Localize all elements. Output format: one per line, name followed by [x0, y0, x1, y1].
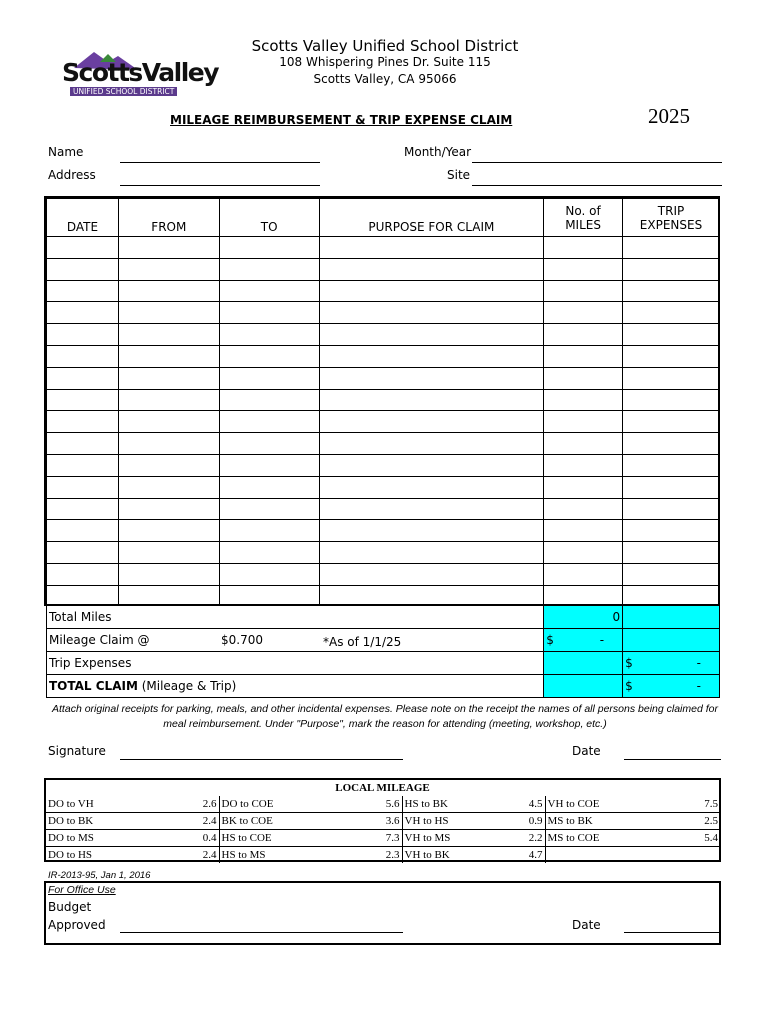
claim-cell-to[interactable]: [219, 345, 319, 367]
claim-cell-miles[interactable]: [544, 433, 623, 455]
claim-row: [47, 498, 720, 520]
mileage-value: -: [599, 633, 605, 647]
col-trip-line2: EXPENSES: [639, 217, 703, 232]
claim-cell-trip-expenses[interactable]: [623, 324, 720, 346]
claim-cell-to[interactable]: [219, 542, 319, 564]
form-id: IR-2013-95, Jan 1, 2016: [48, 870, 151, 881]
route-label: HS to MS: [219, 847, 359, 864]
claim-cell-trip-expenses[interactable]: [623, 411, 720, 433]
claim-cell-miles[interactable]: [544, 389, 623, 411]
office-use-label: For Office Use: [48, 884, 116, 896]
claim-cell-date[interactable]: [47, 237, 119, 259]
claim-cell-miles[interactable]: [544, 345, 623, 367]
total-claim-label: [47, 675, 544, 698]
claim-row: [47, 237, 720, 259]
claim-cell-to[interactable]: [219, 389, 319, 411]
claim-cell-trip-expenses[interactable]: [623, 563, 720, 585]
claim-cell-trip-expenses[interactable]: [623, 280, 720, 302]
claim-row: [47, 433, 720, 455]
claim-cell-from[interactable]: [118, 520, 219, 542]
route-miles: 7.5: [675, 796, 720, 813]
claim-row: [47, 563, 720, 585]
mileage-claim-row: [47, 629, 544, 652]
claim-cell-date[interactable]: [47, 520, 119, 542]
total-miles-blank: [544, 675, 623, 698]
date-label: Date: [572, 744, 601, 758]
claim-cell-to[interactable]: [219, 324, 319, 346]
claim-cell-miles[interactable]: [544, 563, 623, 585]
route-label: HS to BK: [402, 796, 502, 813]
col-trip-line1: TRIP: [657, 203, 685, 218]
claim-row: [47, 367, 720, 389]
district-address-2: Scotts Valley, CA 95066: [313, 72, 457, 86]
name-label: Name: [48, 145, 84, 159]
claim-cell-miles[interactable]: [544, 411, 623, 433]
claim-cell-miles[interactable]: [544, 237, 623, 259]
logo-subtext: UNIFIED SCHOOL DISTRICT: [70, 87, 177, 96]
trip-expenses-label: Trip Expenses: [47, 652, 544, 675]
receipt-note: Attach original receipts for parking, meals, and other incidental expenses. Please note on the receipt the names of all persons being claimed for meal reimbursement. Under "Purpose", mark the reason for attending (meeting, workshop, etc.): [52, 703, 718, 730]
trip-value: -: [696, 656, 701, 670]
claim-cell-date[interactable]: [47, 389, 119, 411]
claim-cell-trip-expenses[interactable]: [623, 454, 720, 476]
route-miles: 2.4: [176, 813, 219, 830]
claim-cell-purpose[interactable]: [319, 520, 544, 542]
claim-cell-date[interactable]: [47, 454, 119, 476]
claim-cell-to[interactable]: [219, 585, 319, 605]
route-miles: 2.5: [675, 813, 720, 830]
claim-cell-date[interactable]: [47, 345, 119, 367]
claim-cell-to[interactable]: [219, 520, 319, 542]
claim-cell-date[interactable]: [47, 302, 119, 324]
claim-cell-from[interactable]: [118, 258, 219, 280]
route-miles: 4.5: [502, 796, 545, 813]
col-miles-line2: MILES: [565, 217, 601, 232]
claim-cell-to[interactable]: [219, 563, 319, 585]
claim-cell-to[interactable]: [219, 367, 319, 389]
claim-cell-trip-expenses[interactable]: [623, 345, 720, 367]
route-miles: 2.4: [202, 849, 217, 861]
trip-dollar-sign: $: [625, 656, 633, 670]
approved-label: Approved: [48, 918, 106, 932]
claim-cell-to[interactable]: [219, 237, 319, 259]
totals-table: [46, 605, 720, 698]
signature-label: Signature: [48, 744, 106, 758]
claim-cell-to[interactable]: [219, 433, 319, 455]
claim-cell-to[interactable]: [219, 258, 319, 280]
district-name: Scotts Valley Unified School District: [251, 37, 519, 55]
form-title: MILEAGE REIMBURSEMENT & TRIP EXPENSE CLAIM: [170, 113, 513, 127]
route-label: DO to HS: [48, 849, 93, 861]
claim-cell-purpose[interactable]: [319, 324, 544, 346]
claim-cell-to[interactable]: [219, 302, 319, 324]
claim-cell-miles[interactable]: [544, 542, 623, 564]
claim-cell-date[interactable]: [47, 542, 119, 564]
col-from: FROM: [118, 199, 219, 237]
claim-cell-purpose[interactable]: [319, 345, 544, 367]
logo-text: ScottsValley: [62, 58, 219, 87]
route-miles: 4.7: [528, 849, 543, 861]
col-purpose: PURPOSE FOR CLAIM: [319, 199, 544, 237]
claim-cell-miles[interactable]: [544, 302, 623, 324]
route-miles: 2.6: [176, 796, 219, 813]
signature-field[interactable]: [120, 759, 403, 760]
claim-cell-trip-expenses[interactable]: [623, 302, 720, 324]
total-claim-rest: (Mileage & Trip): [137, 679, 237, 693]
claim-cell-trip-expenses[interactable]: [623, 433, 720, 455]
claim-cell-from[interactable]: [118, 498, 219, 520]
claim-cell-trip-expenses[interactable]: [623, 585, 720, 605]
date-field[interactable]: [624, 759, 721, 760]
claim-row: [47, 454, 720, 476]
claim-row: [47, 302, 720, 324]
claim-cell-date[interactable]: [47, 476, 119, 498]
claim-row: [47, 542, 720, 564]
claim-cell-trip-expenses[interactable]: [623, 476, 720, 498]
route-label: DO to BK: [46, 813, 176, 830]
site-field[interactable]: [472, 185, 722, 186]
claim-table: [46, 198, 720, 606]
claim-cell-purpose[interactable]: [319, 389, 544, 411]
site-label: Site: [447, 168, 471, 182]
claim-row: [47, 345, 720, 367]
claim-cell-purpose[interactable]: [319, 476, 544, 498]
claim-row: [47, 258, 720, 280]
claim-row: [47, 520, 720, 542]
claim-row: [47, 411, 720, 433]
route-miles: 5.4: [675, 830, 720, 847]
claim-cell-miles[interactable]: [544, 585, 623, 605]
claim-cell-date[interactable]: [47, 258, 119, 280]
local-mileage-row: [46, 813, 720, 830]
claim-cell-date[interactable]: [47, 367, 119, 389]
claim-cell-purpose[interactable]: [319, 302, 544, 324]
claim-cell-from[interactable]: [118, 367, 219, 389]
name-field[interactable]: [120, 162, 320, 163]
office-date-field[interactable]: [624, 932, 721, 933]
total-miles-value: 0: [544, 606, 623, 629]
month-year-field[interactable]: [472, 162, 722, 163]
claim-row: [47, 585, 720, 605]
claim-row: [47, 476, 720, 498]
claim-cell-miles[interactable]: [544, 498, 623, 520]
route-label: HS to COE: [219, 830, 359, 847]
route-miles: 0.9: [502, 813, 545, 830]
claim-cell-from[interactable]: [118, 563, 219, 585]
local-mileage-row: [46, 847, 720, 864]
claim-cell-purpose[interactable]: [319, 498, 544, 520]
col-to: TO: [219, 199, 319, 237]
route-label: BK to COE: [219, 813, 359, 830]
claim-cell-trip-expenses[interactable]: [623, 542, 720, 564]
claim-cell-to[interactable]: [219, 476, 319, 498]
route-label: VH to BK: [402, 847, 502, 864]
claim-cell-date[interactable]: [47, 498, 119, 520]
route-miles: 2.3: [385, 849, 400, 861]
route-label: VH to COE: [545, 796, 675, 813]
claim-cell-date[interactable]: [47, 585, 119, 605]
local-mileage-title: LOCAL MILEAGE: [335, 782, 430, 794]
claim-cell-date[interactable]: [47, 563, 119, 585]
claim-cell-trip-expenses[interactable]: [623, 258, 720, 280]
claim-cell-purpose[interactable]: [319, 563, 544, 585]
rate-as-of: *As of 1/1/25: [323, 635, 402, 649]
route-miles: 0.4: [176, 830, 219, 847]
approved-field[interactable]: [120, 932, 403, 933]
route-label: DO to COE: [219, 796, 359, 813]
claim-cell-from[interactable]: [118, 280, 219, 302]
claim-cell-from[interactable]: [118, 389, 219, 411]
local-mileage-row: [46, 796, 720, 813]
claim-cell-from[interactable]: [118, 345, 219, 367]
mileage-trip-cell: [623, 629, 720, 652]
claim-cell-to[interactable]: [219, 454, 319, 476]
claim-cell-purpose[interactable]: [319, 433, 544, 455]
office-date-label: Date: [572, 918, 601, 932]
route-label: VH to HS: [402, 813, 502, 830]
claim-cell-purpose[interactable]: [319, 367, 544, 389]
claim-cell-trip-expenses[interactable]: [623, 520, 720, 542]
mileage-claim-value: [544, 629, 623, 652]
address-label: Address: [48, 168, 96, 182]
claim-row: [47, 280, 720, 302]
claim-cell-from[interactable]: [118, 411, 219, 433]
total-claim-value: [623, 675, 720, 698]
route-miles: [675, 847, 720, 864]
claim-cell-purpose[interactable]: [319, 237, 544, 259]
claim-cell-from[interactable]: [118, 433, 219, 455]
claim-cell-miles[interactable]: [544, 520, 623, 542]
mileage-dollar-sign: $: [546, 633, 554, 647]
claim-cell-from[interactable]: [118, 237, 219, 259]
route-label: MS to BK: [545, 813, 675, 830]
col-trip-expenses: [623, 199, 720, 237]
claim-cell-miles[interactable]: [544, 367, 623, 389]
claim-cell-from[interactable]: [118, 585, 219, 605]
route-miles: 2.2: [502, 830, 545, 847]
claim-rows: [47, 237, 720, 606]
route-miles: 3.6: [359, 813, 402, 830]
local-mileage-table: [46, 796, 720, 863]
claim-cell-miles[interactable]: [544, 454, 623, 476]
claim-cell-from[interactable]: [118, 454, 219, 476]
form-year: 2025: [648, 104, 690, 128]
claim-cell-from[interactable]: [118, 324, 219, 346]
claim-cell-purpose[interactable]: [319, 585, 544, 605]
claim-cell-purpose[interactable]: [319, 258, 544, 280]
claim-cell-to[interactable]: [219, 498, 319, 520]
total-value: -: [696, 679, 701, 693]
claim-cell-miles[interactable]: [544, 258, 623, 280]
claim-cell-date[interactable]: [47, 411, 119, 433]
total-miles-label: Total Miles: [47, 606, 544, 629]
claim-cell-from[interactable]: [118, 302, 219, 324]
claim-cell-from[interactable]: [118, 476, 219, 498]
address-field[interactable]: [120, 185, 320, 186]
claim-cell-purpose[interactable]: [319, 454, 544, 476]
claim-cell-purpose[interactable]: [319, 542, 544, 564]
claim-row: [47, 324, 720, 346]
claim-cell-miles[interactable]: [544, 476, 623, 498]
route-label: DO to VH: [46, 796, 176, 813]
claim-cell-date[interactable]: [47, 324, 119, 346]
claim-row: [47, 389, 720, 411]
trip-miles-cell: [544, 652, 623, 675]
claim-cell-date[interactable]: [47, 433, 119, 455]
claim-cell-trip-expenses[interactable]: [623, 389, 720, 411]
col-miles: [544, 199, 623, 237]
total-miles-trip-cell: [623, 606, 720, 629]
route-miles: 5.6: [359, 796, 402, 813]
claim-cell-date[interactable]: [47, 280, 119, 302]
trip-expenses-value: [623, 652, 720, 675]
claim-cell-to[interactable]: [219, 280, 319, 302]
route-label: DO to MS: [46, 830, 176, 847]
claim-cell-to[interactable]: [219, 411, 319, 433]
office-use-box: [44, 881, 721, 945]
claim-cell-trip-expenses[interactable]: [623, 498, 720, 520]
total-dollar-sign: $: [625, 679, 633, 693]
claim-cell-purpose[interactable]: [319, 280, 544, 302]
budget-label: Budget: [48, 900, 92, 914]
claim-cell-purpose[interactable]: [319, 411, 544, 433]
mileage-rate: $0.700: [221, 633, 263, 647]
route-miles: 7.3: [359, 830, 402, 847]
route-label: VH to MS: [402, 830, 502, 847]
claim-cell-miles[interactable]: [544, 280, 623, 302]
local-mileage-row: [46, 830, 720, 847]
claim-cell-trip-expenses[interactable]: [623, 367, 720, 389]
mileage-claim-label: Mileage Claim @: [49, 633, 150, 647]
col-date: DATE: [47, 199, 119, 237]
col-miles-line1: No. of: [565, 203, 601, 218]
claim-cell-trip-expenses[interactable]: [623, 237, 720, 259]
local-mileage-rows: [46, 796, 720, 863]
month-year-label: Month/Year: [404, 145, 472, 159]
district-logo: [60, 48, 219, 100]
district-address-1: 108 Whispering Pines Dr. Suite 115: [279, 55, 491, 69]
claim-cell-miles[interactable]: [544, 324, 623, 346]
route-label: [545, 847, 675, 864]
route-label: MS to COE: [545, 830, 675, 847]
claim-cell-from[interactable]: [118, 542, 219, 564]
total-claim-bold: TOTAL CLAIM: [49, 679, 138, 693]
